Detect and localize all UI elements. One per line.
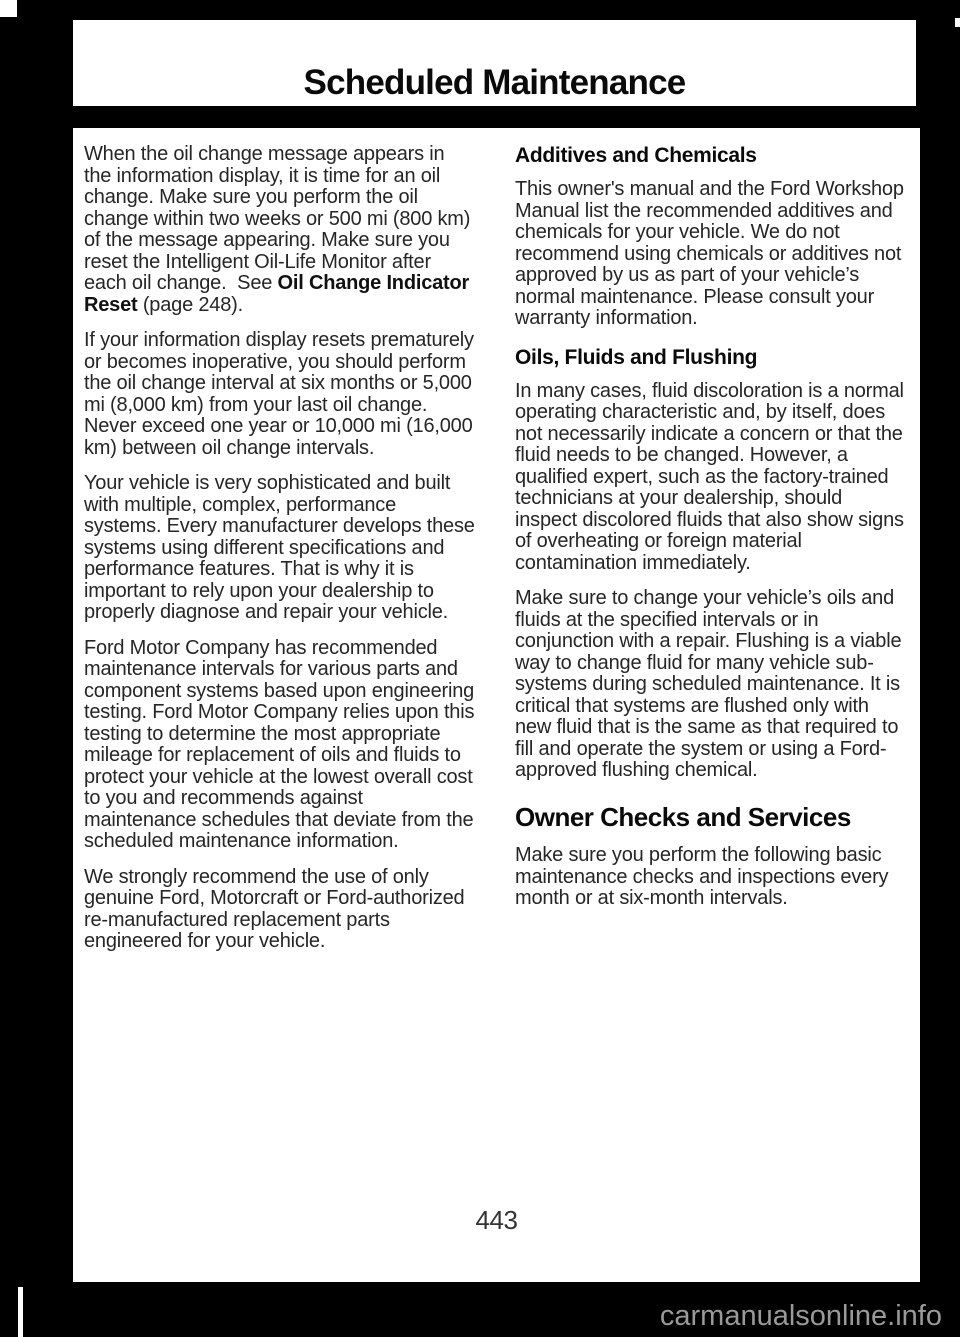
section-heading: Additives and Chemicals bbox=[515, 144, 757, 167]
body-paragraph bbox=[515, 179, 907, 330]
text-run: We strongly recommend the use of only genuine Ford, Motorcraft or Ford-authorized re-manufactured replacement parts engineered for your vehicle. bbox=[84, 865, 465, 952]
page-title: Scheduled Maintenance bbox=[303, 63, 686, 102]
text-run: Make sure to change your vehicle’s oils and fluids at the specified intervals or in conjunction with a repair. Flushing is a viable way to change fluid for many vehicle sub-systems during scheduled maintenance. It is critical that systems are flushed only with new fluid that is the same as that required to fill and operate the system or using a Ford-approved flushing chemical. bbox=[515, 587, 902, 782]
body-paragraph bbox=[84, 867, 476, 953]
section-heading: Owner Checks and Services bbox=[515, 801, 851, 832]
page-header bbox=[73, 20, 916, 106]
scan-corner-mark-top-right bbox=[955, 18, 960, 27]
body-paragraph bbox=[515, 845, 907, 910]
scan-corner-mark-top-left bbox=[0, 0, 17, 17]
left-column bbox=[84, 144, 476, 967]
section-heading: Oils, Fluids and Flushing bbox=[515, 345, 758, 369]
page-body bbox=[73, 128, 920, 1282]
body-paragraph bbox=[84, 638, 476, 853]
text-run: This owner's manual and the Ford Workshop Manual list the recommended additives and chemicals for your vehicle. We do not recommend using chemicals or additives not approved by us as part of your vehicle’s normal maintenance. Please consult your warranty information. bbox=[515, 178, 904, 330]
body-paragraph bbox=[84, 473, 476, 624]
body-paragraph bbox=[84, 330, 476, 459]
body-paragraph bbox=[515, 381, 907, 575]
text-run: Make sure you perform the following basic maintenance checks and inspections every month or at six-month intervals. bbox=[515, 844, 889, 910]
text-run: Ford Motor Company has recommended maintenance intervals for various parts and component systems based upon engineering testing. Ford Motor Company relies upon this testing to determine the most appropriate mileage for replacement of oils and fluids to protect your vehicle at the lowest overall cost to you and recommends against maintenance schedules that deviate from the scheduled maintenance information. bbox=[84, 636, 475, 852]
body-paragraph bbox=[84, 144, 476, 316]
text-run: If your information display resets prematurely or becomes inoperative, you should perform the oil change interval at six months or 5,000 mi (8,000 km) from your last oil change. Never exceed one year or 10,000 mi (16,000 km) between oil change intervals. bbox=[84, 329, 474, 459]
text-run: Your vehicle is very sophisticated and built with multiple, complex, performance systems. Every manufacturer develops these systems using different specifications and performance features. That is why it is important to rely upon your dealership to properly diagnose and repair your vehicle. bbox=[84, 472, 475, 623]
text-run: When the oil change message appears in the information display, it is time for an oil change. Make sure you perform the oil change within two weeks or 500 mi (800 km) of the message appearing. Make sure you reset the Intelligent Oil-Life Monitor after each oil change. See bbox=[84, 143, 471, 294]
text-run: In many cases, fluid discoloration is a normal operating characteristic and, by itself, does not necessarily indicate a concern or that the fluid needs to be changed. However, a qualified expert, such as the factory-trained technicians at your dealership, should inspect discolored fluids that also show signs of overheating or foreign material contamination immediately. bbox=[515, 379, 904, 574]
bold-text-run: Oil Change Indicator Reset bbox=[84, 272, 470, 316]
text-columns bbox=[84, 144, 907, 967]
page-number: 443 bbox=[475, 1205, 518, 1235]
watermark: carmanualsonline.info bbox=[659, 1300, 942, 1332]
scan-corner-mark-bottom-left bbox=[18, 1287, 23, 1337]
body-paragraph bbox=[515, 588, 907, 782]
right-column bbox=[515, 144, 907, 967]
text-run: (page 248). bbox=[137, 293, 243, 316]
